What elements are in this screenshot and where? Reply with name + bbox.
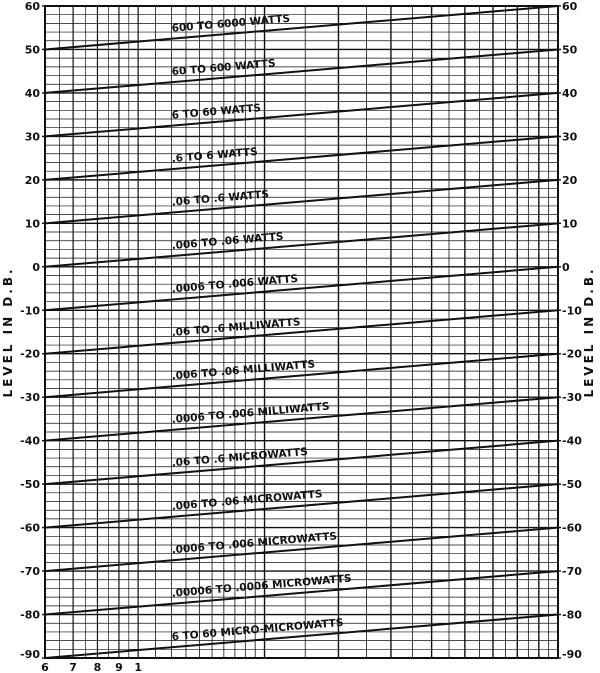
y-tick-label: -70 [562, 565, 582, 579]
y-tick-label: -10 [562, 304, 582, 318]
band-label: 60 TO 600 WATTS [171, 57, 277, 79]
y-tick-label: -90 [20, 648, 40, 661]
conversion-line [45, 49, 558, 92]
x-tick-labels [41, 661, 142, 673]
band-label: .00006 TO .0006 MICROWATTS [171, 572, 353, 600]
y-tick-label: -40 [562, 434, 582, 448]
band-label: .0006 TO .006 MILLIWATTS [171, 400, 331, 426]
band-label: .0006 TO .006 MICROWATTS [171, 530, 338, 557]
band-label: 600 TO 6000 WATTS [171, 12, 291, 35]
conversion-lines [45, 6, 558, 658]
y-tick-label: -40 [20, 434, 40, 448]
y-tick-label: 0 [562, 260, 570, 274]
x-tick-label: 7 [69, 661, 77, 673]
y-tick-label: -30 [562, 391, 582, 405]
conversion-line [45, 6, 558, 49]
x-tick-label: 6 [41, 661, 49, 673]
y-tick-label: 40 [562, 86, 578, 100]
conversion-line [45, 180, 558, 223]
y-tick-label: -30 [20, 391, 40, 405]
band-label: .006 TO .06 MILLIWATTS [171, 358, 316, 383]
y-tick-label: -20 [20, 347, 40, 361]
conversion-line [45, 223, 558, 266]
conversion-line [45, 136, 558, 179]
y-tick-label: -90 [562, 648, 582, 661]
band-label: .06 TO .6 MICROWATTS [171, 445, 309, 470]
y-tick-label: 60 [562, 0, 578, 13]
x-tick-label: 1 [134, 661, 142, 673]
y-tick-label: 20 [24, 173, 40, 187]
band-label: 6 TO 60 MICRO-MICROWATTS [171, 616, 344, 644]
y-tick-label: -60 [562, 521, 582, 535]
y-tick-label: 40 [24, 86, 40, 100]
y-tick-label: -50 [20, 478, 40, 492]
y-tick-label: -20 [562, 347, 582, 361]
y-tick-label: 30 [24, 130, 40, 144]
y-tick-labels-left [20, 0, 45, 661]
y-tick-label: 10 [562, 217, 578, 231]
conversion-line [45, 93, 558, 136]
y-tick-label: -70 [20, 565, 40, 579]
y-tick-label: -60 [20, 521, 40, 535]
y-tick-label: 60 [24, 0, 40, 13]
y-tick-label: 30 [562, 130, 578, 144]
x-tick-label: 9 [115, 661, 123, 673]
band-label: .006 TO .06 WATTS [171, 230, 284, 253]
x-tick-label: 8 [93, 661, 102, 673]
y-tick-label: -50 [562, 478, 582, 492]
conversion-line [45, 267, 558, 310]
y-tick-label: -10 [20, 304, 40, 318]
y-tick-label: 50 [24, 43, 40, 57]
band-label: .06 TO .6 MILLIWATTS [171, 316, 301, 339]
band-label: .006 TO .06 MICROWATTS [171, 488, 323, 513]
y-tick-label: -80 [562, 608, 582, 622]
y-axis-label-right: LEVEL IN D.B. [582, 266, 596, 398]
y-tick-label: 20 [562, 173, 578, 187]
conversion-line [45, 310, 558, 353]
band-label: .6 TO 6 WATTS [171, 145, 259, 166]
band-label: .06 TO .6 WATTS [171, 188, 270, 209]
y-tick-label: 10 [24, 217, 40, 231]
y-tick-label: 50 [562, 43, 578, 57]
y-tick-label: -80 [20, 608, 40, 622]
y-tick-labels-right [558, 0, 582, 661]
y-axis-label-left: LEVEL IN D.B. [1, 266, 15, 398]
band-label: .0006 TO .006 WATTS [171, 272, 299, 296]
y-tick-label: 0 [32, 260, 40, 274]
band-label: 6 TO 60 WATTS [171, 102, 262, 122]
